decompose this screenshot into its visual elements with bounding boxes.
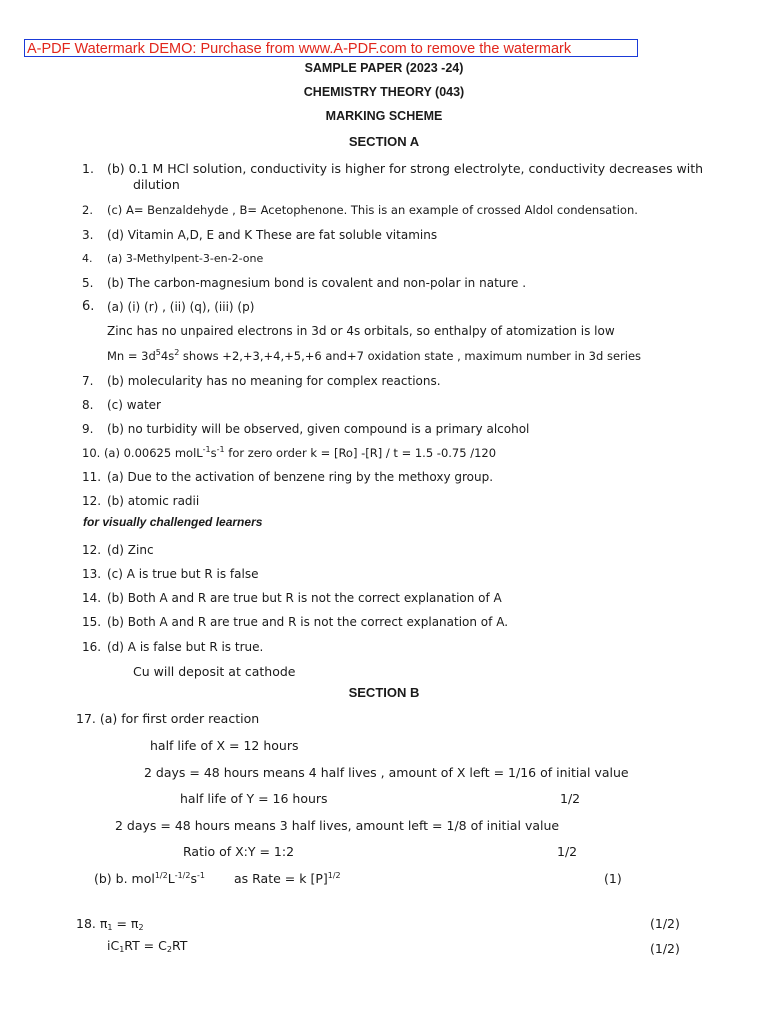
answer-text: (b) no turbidity will be observed, given compound is a primary alcohol: [107, 422, 530, 436]
answer-number: 1.: [82, 161, 94, 176]
answer-number: 9.: [82, 422, 94, 436]
answer-17-ratio: Ratio of X:Y = 1:2: [183, 844, 295, 859]
answer-number: 14.: [82, 591, 102, 605]
answer-16-note: Cu will deposit at cathode: [133, 664, 296, 679]
answer-6-manganese: [107, 348, 641, 364]
answer-number: 6.: [82, 299, 95, 314]
answer-text: (c) A is true but R is false: [107, 567, 259, 581]
answer-17-half-life-x: half life of X = 12 hours: [150, 738, 299, 753]
subscript: 2: [166, 945, 172, 954]
subscript: 1: [119, 945, 125, 954]
answer-text: (b) atomic radii: [107, 494, 200, 508]
answer-text: (d) Zinc: [107, 543, 154, 557]
superscript: 2: [174, 348, 180, 357]
answer-text: (b) molecularity has no meaning for complex reactions.: [107, 374, 441, 388]
answer-text: (a) Due to the activation of benzene ring by the methoxy group.: [107, 470, 494, 484]
subscript: 2: [138, 923, 144, 932]
text: 18. π: [76, 916, 108, 931]
answer-18-line2-mark: (1/2): [650, 941, 680, 956]
marking-scheme-title: MARKING SCHEME: [325, 109, 443, 123]
answer-10: [82, 445, 496, 461]
paper-title: SAMPLE PAPER (2023 -24): [304, 61, 464, 75]
answer-text: (b) Both A and R are true but R is not the correct explanation of A: [107, 591, 502, 605]
text: RT: [171, 938, 188, 953]
section-b-heading: SECTION B: [348, 685, 420, 700]
answer-text: (a) 3-Methylpent-3-en-2-one: [107, 252, 264, 265]
watermark-banner: A-PDF Watermark DEMO: Purchase from www.A-PDF.com to remove the watermark: [24, 39, 638, 57]
answer-17b: [94, 871, 205, 887]
answer-text: (b) 0.1 M HCl solution, conductivity is higher for strong electrolyte, conductivity decreases with: [107, 161, 704, 176]
text: = π: [112, 916, 139, 931]
answer-text: (a) (i) (r) , (ii) (q), (iii) (p): [107, 300, 255, 314]
answer-number: 7.: [82, 374, 94, 388]
answer-text: (c) water: [107, 398, 161, 412]
text: as Rate = k [P]: [234, 871, 328, 886]
answer-17b-rate: [234, 871, 341, 887]
text: shows +2,+3,+4,+5,+6 and+7 oxidation state , maximum number in 3d series: [179, 349, 642, 363]
answer-18: [76, 916, 144, 932]
answer-text: (b) Both A and R are true and R is not the correct explanation of A.: [107, 615, 509, 629]
text: (b) b. mol: [94, 871, 155, 886]
answer-text: (b) The carbon-magnesium bond is covalent and non-polar in nature .: [107, 276, 527, 290]
answer-18-mark: (1/2): [650, 916, 680, 931]
answer-17-mark: 1/2: [560, 791, 581, 806]
superscript: 5: [155, 348, 161, 357]
subject-title: CHEMISTRY THEORY (043): [303, 85, 465, 99]
text: iC: [107, 938, 120, 953]
answer-text: (c) A= Benzaldehyde , B= Acetophenone. This is an example of crossed Aldol condensation.: [107, 203, 638, 217]
answer-number: 5.: [82, 276, 94, 290]
answer-number: 3.: [82, 228, 94, 242]
answer-text: (d) A is false but R is true.: [107, 640, 264, 654]
superscript: -1/2: [174, 871, 191, 880]
answer-number: 15.: [82, 615, 102, 629]
text: for zero order k = [Ro] -[R] / t = 1.5 -0.75 /120: [224, 446, 497, 460]
text: RT = C: [124, 938, 167, 953]
answer-number: 4.: [82, 252, 93, 265]
answer-17-x-left: 2 days = 48 hours means 4 half lives , amount of X left = 1/16 of initial value: [144, 765, 629, 780]
answer-number: 2.: [82, 203, 93, 217]
answer-1-continued: dilution: [133, 177, 180, 192]
answer-17-ratio-mark: 1/2: [557, 844, 578, 859]
superscript: -1: [196, 871, 205, 880]
text: 4s: [160, 349, 175, 363]
superscript: -1: [202, 445, 211, 454]
answer-6-zinc: Zinc has no unpaired electrons in 3d or 4s orbitals, so enthalpy of atomization is low: [107, 324, 615, 338]
visually-challenged-label: for visually challenged learners: [83, 515, 263, 529]
answer-number: 11.: [82, 470, 102, 484]
answer-number: 16.: [82, 640, 102, 654]
answer-number: 13.: [82, 567, 102, 581]
superscript: 1/2: [327, 871, 341, 880]
answer-text: (d) Vitamin A,D, E and K These are fat soluble vitamins: [107, 228, 438, 242]
superscript: 1/2: [154, 871, 168, 880]
answer-number: 12.: [82, 494, 102, 508]
answer-number: 12.: [82, 543, 102, 557]
text: Mn = 3d: [107, 349, 156, 363]
text: 10. (a) 0.00625 molL: [82, 446, 203, 460]
answer-17b-mark: (1): [604, 871, 622, 886]
text: L: [167, 871, 175, 886]
subscript: 1: [107, 923, 113, 932]
text: s: [190, 871, 197, 886]
answer-17-y-left: 2 days = 48 hours means 3 half lives, amount left = 1/8 of initial value: [115, 818, 560, 833]
answer-number: 8.: [82, 398, 94, 412]
answer-17-half-life-y: half life of Y = 16 hours: [180, 791, 328, 806]
section-a-heading: SECTION A: [348, 134, 420, 149]
text: s: [210, 446, 217, 460]
answer-17: 17. (a) for first order reaction: [76, 711, 260, 726]
superscript: -1: [216, 445, 225, 454]
answer-18-line2: [107, 938, 187, 954]
